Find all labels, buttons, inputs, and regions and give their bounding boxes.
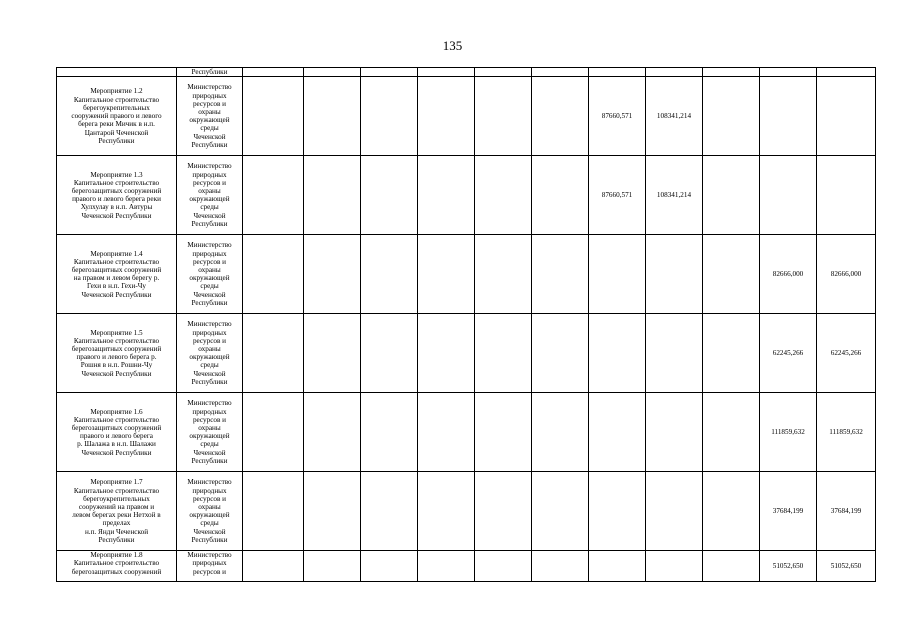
table-row [57,77,876,156]
value-cell [475,68,532,77]
value-cell [243,235,304,314]
value-cell [361,77,418,156]
value-cell: 111859,632 [817,393,876,472]
value-cell: 37684,199 [760,472,817,551]
value-cell [418,551,475,582]
value-cell [304,156,361,235]
table-row [57,68,876,77]
value-cell [646,393,703,472]
value-cell [243,551,304,582]
value-cell [703,393,760,472]
value-cell [760,77,817,156]
budget-table [56,67,876,582]
value-cell [703,68,760,77]
value-cell [703,551,760,582]
value-cell: 108341,214 [646,156,703,235]
value-cell [532,551,589,582]
executor-cell: Министерство природных ресурсов и охраны окружающей среды Чеченской Республики [177,472,243,551]
value-cell [418,314,475,393]
value-cell [304,551,361,582]
executor-cell: Республики [177,68,243,77]
value-cell [703,235,760,314]
value-cell [361,314,418,393]
executor-cell: Министерство природных ресурсов и охраны окружающей среды Чеченской Республики [177,235,243,314]
value-cell [589,68,646,77]
value-cell [589,551,646,582]
table-row [57,314,876,393]
value-cell [532,472,589,551]
value-cell: 37684,199 [817,472,876,551]
value-cell [589,472,646,551]
value-cell [243,393,304,472]
value-cell [418,156,475,235]
value-cell: 82666,000 [817,235,876,314]
value-cell: 111859,632 [760,393,817,472]
value-cell [532,68,589,77]
value-cell [475,235,532,314]
measure-cell [57,68,177,77]
value-cell [361,235,418,314]
value-cell [646,235,703,314]
value-cell [589,314,646,393]
value-cell [304,235,361,314]
value-cell [475,472,532,551]
value-cell [532,156,589,235]
value-cell [760,156,817,235]
value-cell [243,68,304,77]
value-cell: 51052,650 [817,551,876,582]
measure-cell: Мероприятие 1.8 Капитальное строительство берегозащитных сооружений [57,551,177,582]
value-cell [418,77,475,156]
table-row [57,393,876,472]
value-cell [646,68,703,77]
table-row [57,235,876,314]
measure-cell: Мероприятие 1.3 Капитальное строительство берегозащитных сооружений правого и левого берега реки Хулхулау в н.п. Автуры Чеченской Республики [57,156,177,235]
value-cell [361,393,418,472]
value-cell [418,68,475,77]
value-cell [532,393,589,472]
value-cell [589,235,646,314]
value-cell [361,551,418,582]
value-cell [243,314,304,393]
value-cell [304,472,361,551]
value-cell: 87660,571 [589,77,646,156]
value-cell: 108341,214 [646,77,703,156]
value-cell [418,393,475,472]
value-cell [475,77,532,156]
executor-cell: Министерство природных ресурсов и охраны окружающей среды Чеченской Республики [177,156,243,235]
executor-cell: Министерство природных ресурсов и [177,551,243,582]
value-cell [532,235,589,314]
value-cell [475,314,532,393]
measure-cell: Мероприятие 1.5 Капитальное строительство берегозащитных сооружений правого и левого берега р. Рошня в н.п. Рошни-Чу Чеченской Республики [57,314,177,393]
value-cell [817,156,876,235]
value-cell: 82666,000 [760,235,817,314]
value-cell: 62245,266 [760,314,817,393]
measure-cell: Мероприятие 1.7 Капитальное строительство берегоукрепительных сооружений на правом и левом берегах реки Нетхой в пределах н.п. Янди Чеченской Республики [57,472,177,551]
page-number: 135 [442,38,463,53]
value-cell [760,68,817,77]
value-cell [304,68,361,77]
value-cell [361,68,418,77]
value-cell [703,77,760,156]
value-cell: 51052,650 [760,551,817,582]
value-cell [646,551,703,582]
executor-cell: Министерство природных ресурсов и охраны окружающей среды Чеченской Республики [177,314,243,393]
measure-cell: Мероприятие 1.6 Капитальное строительство берегозащитных сооружений правого и левого берега р. Шалажа в н.п. Шалажи Чеченской Республики [57,393,177,472]
value-cell [817,68,876,77]
value-cell [646,472,703,551]
value-cell [475,393,532,472]
value-cell [361,156,418,235]
value-cell [418,472,475,551]
value-cell [589,393,646,472]
executor-cell: Министерство природных ресурсов и охраны окружающей среды Чеченской Республики [177,393,243,472]
value-cell [703,156,760,235]
value-cell [361,472,418,551]
value-cell [703,314,760,393]
value-cell [418,235,475,314]
executor-cell: Министерство природных ресурсов и охраны окружающей среды Чеченской Республики [177,77,243,156]
value-cell: 62245,266 [817,314,876,393]
value-cell: 87660,571 [589,156,646,235]
value-cell [304,314,361,393]
table-row [57,551,876,582]
table-row [57,156,876,235]
value-cell [475,156,532,235]
value-cell [532,77,589,156]
measure-cell: Мероприятие 1.4 Капитальное строительство берегозащитных сооружений на правом и левом берегу р. Гехи в н.п. Гехи-Чу Чеченской Республики [57,235,177,314]
value-cell [703,472,760,551]
value-cell [532,314,589,393]
table-row [57,472,876,551]
value-cell [243,472,304,551]
value-cell [646,314,703,393]
measure-cell: Мероприятие 1.2 Капитальное строительство берегоукрепительных сооружений правого и левого берега реки Мичик в н.п. Цантарой Чеченской Республики [57,77,177,156]
value-cell [243,77,304,156]
value-cell [243,156,304,235]
value-cell [304,393,361,472]
value-cell [475,551,532,582]
value-cell [304,77,361,156]
value-cell [817,77,876,156]
